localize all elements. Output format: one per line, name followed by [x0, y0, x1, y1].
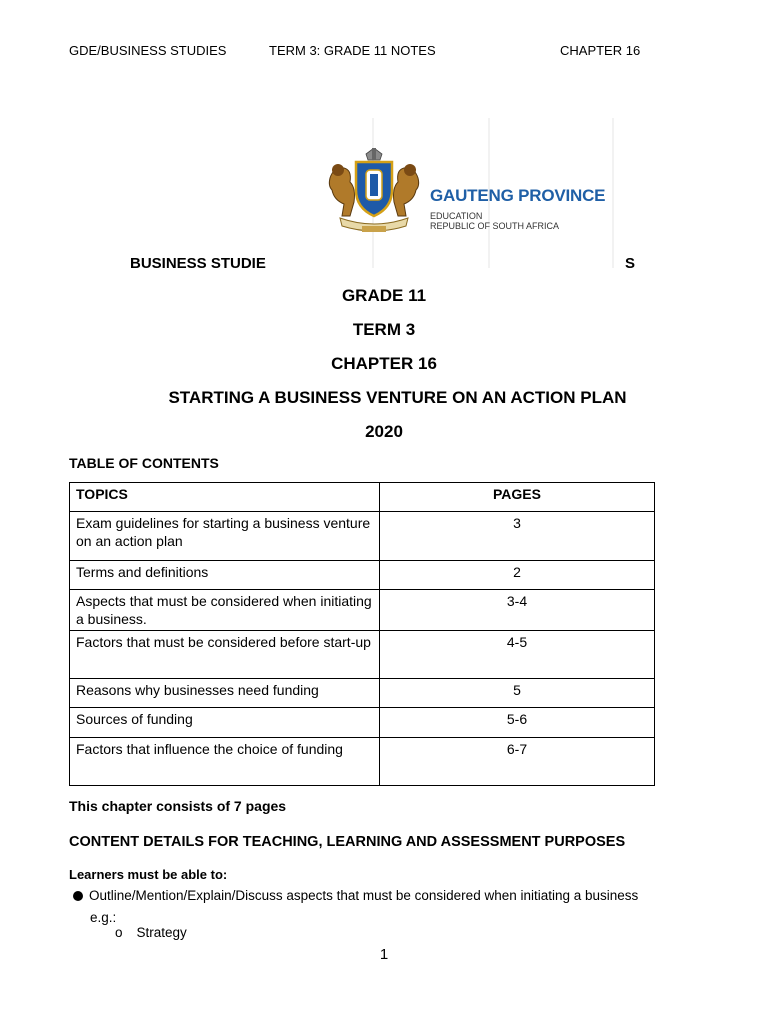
table-row — [70, 679, 655, 708]
bullet-continuation: e.g.: — [90, 910, 117, 925]
table-row — [70, 512, 655, 561]
row-pages: 6-7 — [380, 738, 655, 786]
row-topic: Factors that influence the choice of funding — [70, 738, 380, 786]
coat-of-arms-icon — [322, 148, 426, 234]
row-topic: Aspects that must be considered when initiating a business. — [70, 590, 380, 631]
business-studies-title-right: S — [625, 255, 636, 272]
sub-item-text: Strategy — [136, 925, 187, 940]
header-left: GDE/BUSINESS STUDIES — [69, 43, 227, 58]
list-item — [73, 888, 638, 903]
toc-table — [69, 482, 655, 786]
table-row — [70, 708, 655, 738]
row-topic: Reasons why businesses need funding — [70, 679, 380, 708]
table-row — [70, 590, 655, 631]
row-topic: Sources of funding — [70, 708, 380, 738]
header-right: CHAPTER 16 — [560, 43, 641, 58]
row-topic: Factors that must be considered before start-up — [70, 631, 380, 679]
logo-province: GAUTENG PROVINCE — [430, 186, 606, 205]
chapter-pages-note: This chapter consists of 7 pages — [69, 798, 287, 814]
term-title: TERM 3 — [352, 320, 416, 339]
learners-heading: Learners must be able to: — [69, 867, 228, 882]
col-pages: PAGES — [380, 483, 655, 512]
header-center: TERM 3: GRADE 11 NOTES — [269, 43, 436, 58]
row-pages: 3-4 — [380, 590, 655, 631]
table-row — [70, 738, 655, 786]
row-topic: Exam guidelines for starting a business venture on an action plan — [70, 512, 380, 561]
content-details-heading: CONTENT DETAILS FOR TEACHING, LEARNING AND ASSESSMENT PURPOSES — [69, 834, 626, 850]
row-pages: 2 — [380, 561, 655, 590]
logo-line1: EDUCATION — [430, 211, 483, 221]
bullet-text: Outline/Mention/Explain/Discuss aspects that must be considered when initiating a business — [89, 888, 639, 903]
row-pages: 4-5 — [380, 631, 655, 679]
table-row — [70, 561, 655, 590]
toc-heading: TABLE OF CONTENTS — [69, 455, 219, 471]
toc-header-row — [70, 483, 655, 512]
sub-bullet-icon: o — [115, 925, 123, 940]
year-title: 2020 — [365, 422, 403, 441]
gauteng-logo — [322, 148, 606, 234]
business-studies-title-left: BUSINESS STUDIE — [130, 255, 266, 272]
logo-line2: REPUBLIC OF SOUTH AFRICA — [430, 221, 560, 231]
row-pages: 5 — [380, 679, 655, 708]
row-pages: 5-6 — [380, 708, 655, 738]
col-topics: TOPICS — [70, 483, 380, 512]
bleed-line — [612, 118, 614, 268]
table-row — [70, 631, 655, 679]
row-pages: 3 — [380, 512, 655, 561]
row-topic: Terms and definitions — [70, 561, 380, 590]
page-number: 1 — [379, 946, 389, 963]
chapter-title: CHAPTER 16 — [331, 354, 437, 373]
topic-title: STARTING A BUSINESS VENTURE ON AN ACTION PLAN — [168, 388, 627, 407]
sub-list-item — [115, 925, 187, 940]
grade-title: GRADE 11 — [341, 286, 427, 305]
bullet-icon — [73, 891, 83, 901]
